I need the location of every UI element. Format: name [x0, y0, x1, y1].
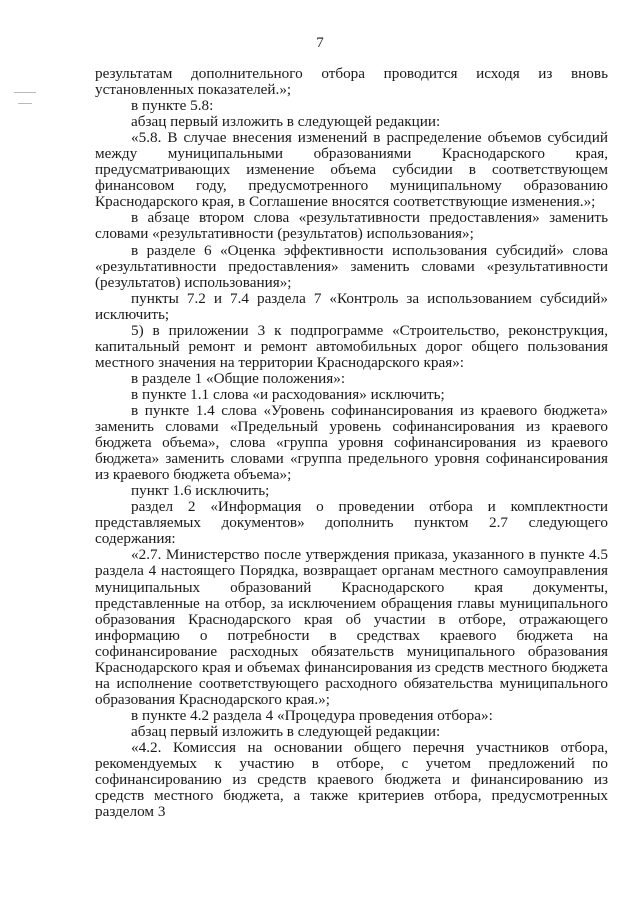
page-number: 7 [316, 35, 324, 51]
paragraph: в пункте 5.8: [131, 97, 214, 115]
paragraph: в пункте 4.2 раздела 4 «Процедура проведения отбора»: [131, 706, 493, 724]
document-body [95, 66, 608, 820]
paragraph: абзац первый изложить в следующей редакции: [131, 113, 441, 131]
paragraph: пункт 1.6 исключить; [131, 482, 270, 500]
paragraph: раздел 2 «Информация о проведении отбора и комплектности представляемых документов» дополнить пунктом 2.7 следующего содержания: [95, 498, 608, 548]
paragraph: в пункте 1.1 слова «и расходования» исключить; [131, 385, 445, 403]
scan-margin-mark [14, 92, 36, 93]
paragraph: «2.7. Министерство после утверждения приказа, указанного в пункте 4.5 раздела 4 настоящего Порядка, возвращает органам местного самоуправления муниципальных образований Краснодарского края документы, представленные на отбор, за исключением обращения главы муниципального образования Краснодарского края об участии в отборе, отражающего информацию о потребности в средствах краевого бюджета на софинансирование расходных обязательств муниципального образования Краснодарского края и объемах финансирования из средств местного бюджета на исполнение соответствующего расходного обязательства муниципального образования Краснодарского края.»; [95, 546, 608, 708]
paragraph: в разделе 6 «Оценка эффективности использования субсидий» слова «результативности предоставления» заменить словами «результативности (результатов) использования»; [95, 241, 608, 291]
scan-margin-mark [18, 103, 32, 104]
paragraph: результатам дополнительного отбора проводится исходя из вновь установленных показателей.»; [95, 65, 608, 99]
paragraph: пункты 7.2 и 7.4 раздела 7 «Контроль за использованием субсидий» исключить; [95, 289, 608, 323]
paragraph: «5.8. В случае внесения изменений в распределение объемов субсидий между муниципальными образованиями Краснодарского края, предусматривающих изменение объема субсидии в соответствующем финансовом году, предусмотренного муниципальному образованию Краснодарского края, в Соглашение вносятся соответствующие изменения.»; [95, 129, 608, 211]
paragraph: в абзаце втором слова «результативности предоставления» заменить словами «результативности (результатов) использования»; [95, 209, 608, 243]
paragraph: в разделе 1 «Общие положения»: [131, 369, 346, 387]
paragraph: «4.2. Комиссия на основании общего перечня участников отбора, рекомендуемых к участию в отборе, с учетом предложений по софинансированию из средств краевого бюджета и финансированию из средств местного бюджета, а также критериев отбора, предусмотренных разделом 3 [95, 738, 608, 821]
paragraph: в пункте 1.4 слова «Уровень софинансирования из краевого бюджета» заменить словами «Предельный уровень софинансирования из краевого бюджета объема», слова «группа уровня софинансирования из краевого бюджета» заменить словами «группа предельного уровня софинансирования из краевого бюджета объема»; [95, 401, 608, 484]
paragraph: 5) в приложении 3 к подпрограмме «Строительство, реконструкция, капитальный ремонт и ремонт автомобильных дорог общего пользования местного значения на территории Краснодарского края»: [95, 321, 608, 371]
paragraph: абзац первый изложить в следующей редакции: [131, 722, 441, 740]
